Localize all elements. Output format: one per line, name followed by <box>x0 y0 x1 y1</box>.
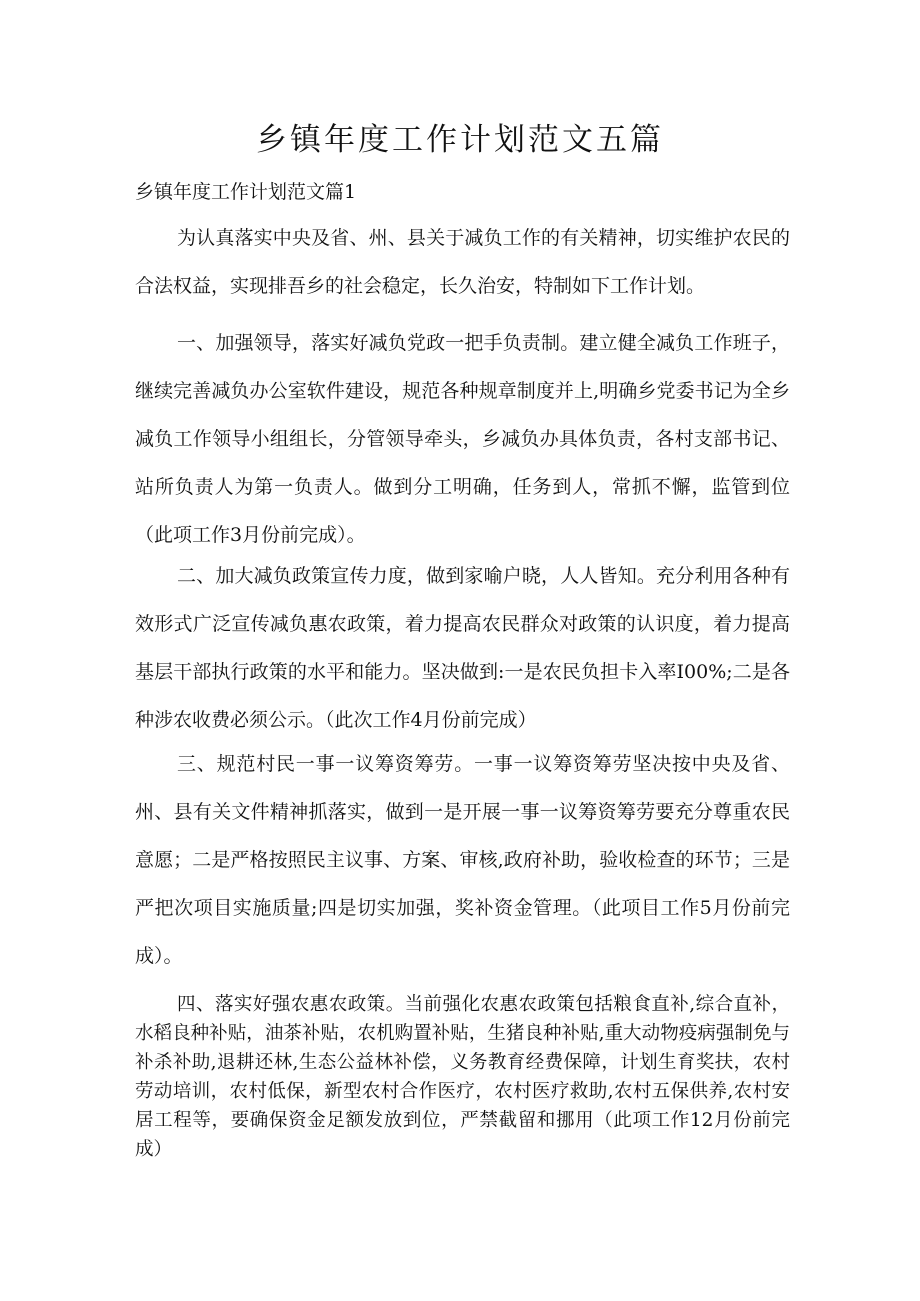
paragraph-item-4: 四、落实好强农惠农政策。当前强化农惠农政策包括粮食直补,综合直补，水稻良种补贴，油茶补贴，农机购置补贴，生猪良种补贴,重大动物疫病强制免与补杀补助,退耕还林,生态公益林补偿，义务教育经费保障，计划生育奖扶，农村劳动培训，农村低保，新型农村合作医疗，农村医疗救助,农村五保供养,农村安居工程等，要确保资金足额发放到位，严禁截留和挪用（此项工作12月份前完成） <box>135 994 790 1160</box>
paragraph-item-3: 三、规范村民一事一议筹资筹劳。一事一议筹资筹劳坚决按中央及省、州、县有关文件精神抓落实，做到一是开展一事一议筹资筹劳要充分尊重农民意愿；二是严格按照民主议事、方案、审核,政府补助，验收检查的环节；三是严把次项目实施质量;四是切实加强，奖补资金管理。（此项目工作5月份前完成）。 <box>135 753 790 967</box>
paragraph-item-2: 二、加大减负政策宣传力度，做到家喻户晓，人人皆知。充分利用各种有效形式广泛宣传减负惠农政策，着力提高农民群众对政策的认识度，着力提高基层干部执行政策的水平和能力。坚决做到:一是农民负担卡入率I00%;二是各种涉农收费必须公示。（此次工作4月份前完成） <box>135 565 790 731</box>
paragraph-intro: 为认真落实中央及省、州、县关于减负工作的有关精神，切实维护农民的合法权益，实现排吾乡的社会稳定，长久治安，特制如下工作计划。 <box>135 227 790 297</box>
document-title: 乡镇年度工作计划范文五篇 <box>256 122 664 158</box>
paragraph-item-1: 一、加强领导，落实好减负党政一把手负责制。建立健全减负工作班子，继续完善减负办公室软件建设，规范各种规章制度并上,明确乡党委书记为全乡减负工作领导小组组长，分管领导牵头，乡减负办具体负责，各村支部书记、站所负责人为第一负责人。做到分工明确，任务到人，常抓不懈，监管到位（此项工作3月份前完成）。 <box>135 332 790 546</box>
section-heading: 乡镇年度工作计划范文篇1 <box>135 181 357 203</box>
